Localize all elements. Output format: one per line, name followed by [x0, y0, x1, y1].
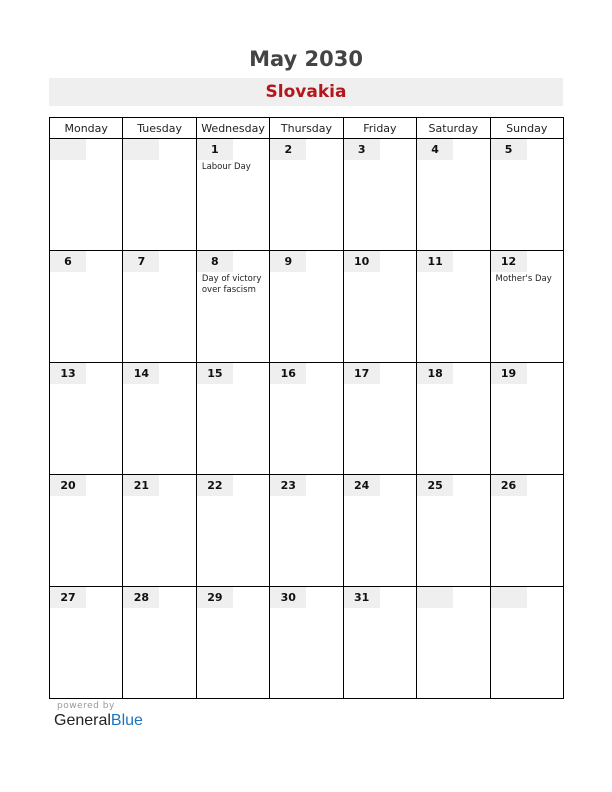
weekday-wednesday: Wednesday	[196, 118, 269, 139]
day-number: 10	[344, 251, 380, 272]
day-cell	[196, 587, 269, 699]
day-number: 30	[270, 587, 306, 608]
day-cell	[196, 475, 269, 587]
day-number: 4	[417, 139, 453, 160]
day-number: 16	[270, 363, 306, 384]
day-cell	[50, 251, 123, 363]
day-number	[491, 587, 527, 608]
weekday-thursday: Thursday	[270, 118, 343, 139]
week-row	[50, 475, 564, 587]
day-cell	[196, 251, 269, 363]
day-number: 1	[197, 139, 233, 160]
day-cell	[123, 251, 196, 363]
day-number: 23	[270, 475, 306, 496]
weekday-saturday: Saturday	[417, 118, 490, 139]
day-cell	[490, 363, 563, 475]
day-cell	[50, 363, 123, 475]
day-cell	[270, 139, 343, 251]
day-number: 18	[417, 363, 453, 384]
day-number: 20	[50, 475, 86, 496]
week-row	[50, 139, 564, 251]
day-cell	[343, 363, 416, 475]
day-cell	[123, 475, 196, 587]
empty-day-cell	[490, 587, 563, 699]
day-number: 19	[491, 363, 527, 384]
day-cell	[343, 139, 416, 251]
day-number: 28	[123, 587, 159, 608]
empty-day-cell	[123, 139, 196, 251]
page-title: May 2030	[249, 47, 363, 71]
day-number: 6	[50, 251, 86, 272]
country-banner	[49, 78, 563, 106]
day-cell	[270, 251, 343, 363]
generalblue-logo[interactable]	[54, 712, 143, 730]
day-cell	[123, 587, 196, 699]
weekday-sunday: Sunday	[490, 118, 563, 139]
empty-day-cell	[417, 587, 490, 699]
day-number: 27	[50, 587, 86, 608]
day-cell	[270, 475, 343, 587]
day-cell	[123, 363, 196, 475]
day-cell	[490, 251, 563, 363]
day-number: 15	[197, 363, 233, 384]
weekday-friday: Friday	[343, 118, 416, 139]
day-cell	[50, 475, 123, 587]
day-number: 22	[197, 475, 233, 496]
day-number	[50, 139, 86, 160]
day-number: 21	[123, 475, 159, 496]
day-number: 13	[50, 363, 86, 384]
day-number: 24	[344, 475, 380, 496]
day-number: 29	[197, 587, 233, 608]
brand-blue-text: Blue	[110, 712, 143, 729]
day-number: 14	[123, 363, 159, 384]
day-number	[417, 587, 453, 608]
day-number: 12	[491, 251, 527, 272]
day-number: 2	[270, 139, 306, 160]
day-number: 31	[344, 587, 380, 608]
country-name: Slovakia	[265, 82, 347, 102]
day-number: 5	[491, 139, 527, 160]
day-cell	[196, 363, 269, 475]
day-cell	[196, 139, 269, 251]
week-row	[50, 251, 564, 363]
powered-by-text: powered by	[57, 701, 115, 711]
day-cell	[343, 587, 416, 699]
day-cell	[270, 363, 343, 475]
day-number: 8	[197, 251, 233, 272]
weekday-header-row	[50, 118, 564, 139]
day-cell	[417, 363, 490, 475]
day-number: 25	[417, 475, 453, 496]
weekday-tuesday: Tuesday	[123, 118, 196, 139]
week-row	[50, 363, 564, 475]
day-cell	[417, 251, 490, 363]
day-cell	[343, 251, 416, 363]
day-cell	[490, 475, 563, 587]
weekday-monday: Monday	[50, 118, 123, 139]
brand-general-text: General	[54, 712, 111, 729]
week-row	[50, 587, 564, 699]
day-cell	[50, 587, 123, 699]
holiday-label: Mother's Day	[495, 274, 552, 284]
day-cell	[490, 139, 563, 251]
holiday-label: Day of victory over fascism	[201, 274, 262, 295]
day-number: 3	[344, 139, 380, 160]
day-cell	[343, 475, 416, 587]
empty-day-cell	[50, 139, 123, 251]
day-cell	[417, 139, 490, 251]
day-number: 7	[123, 251, 159, 272]
holiday-label: Labour Day	[201, 162, 251, 172]
day-cell	[417, 475, 490, 587]
calendar-grid	[49, 117, 564, 699]
day-number: 11	[417, 251, 453, 272]
day-cell	[270, 587, 343, 699]
day-number	[123, 139, 159, 160]
day-number: 17	[344, 363, 380, 384]
day-number: 26	[491, 475, 527, 496]
day-number: 9	[270, 251, 306, 272]
